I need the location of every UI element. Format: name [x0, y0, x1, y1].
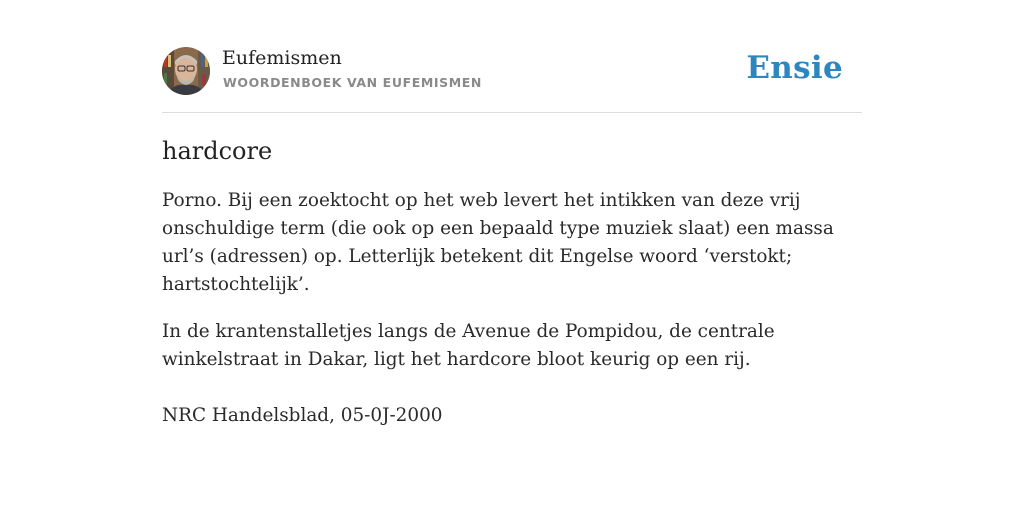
author-avatar[interactable]	[162, 47, 210, 95]
author-subtitle[interactable]: WOORDENBOEK VAN EUFEMISMEN	[223, 75, 482, 90]
avatar-image	[162, 47, 210, 95]
entry-definition: Porno. Bij een zoektocht op het web levert het intikken van deze vrij onschuldige term (die ook op een bepaald type muziek slaat) een massa url’s (adressen) op. Letterlijk betekent dit Engelse woord ‘verstokt; hartstochtelijk’.	[162, 190, 834, 295]
entry-term: hardcore	[162, 137, 273, 165]
entry-source: NRC Handelsblad, 05-0J-2000	[162, 405, 443, 426]
entry-card	[162, 46, 862, 430]
entry-example: In de krantenstalletjes langs de Avenue de Pompidou, de centrale winkelstraat in Dakar, ligt het hardcore bloot keurig op een rij.	[162, 321, 775, 370]
author-name[interactable]: Eufemismen	[222, 47, 342, 69]
entry-header	[162, 46, 862, 113]
ensie-logo[interactable]: Ensie	[746, 50, 843, 86]
